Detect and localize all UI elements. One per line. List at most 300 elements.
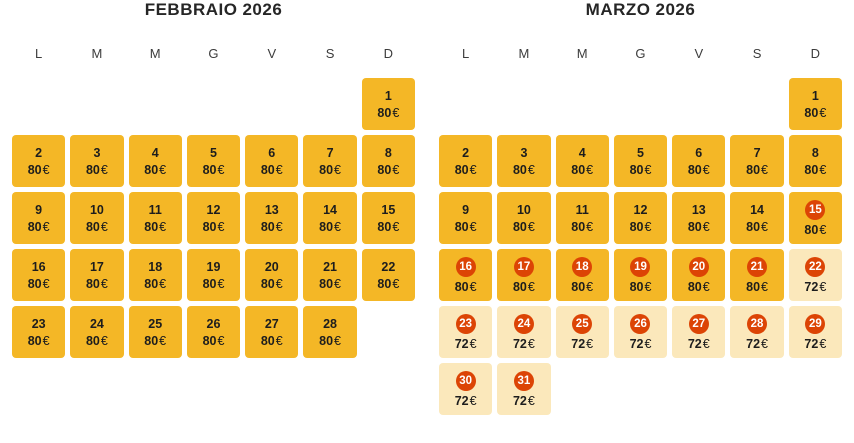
day-price [513, 220, 535, 234]
day-cell[interactable] [556, 192, 609, 244]
weekday-label: S [325, 46, 335, 61]
day-price [144, 163, 166, 177]
price-currency: € [275, 162, 283, 177]
day-price [377, 277, 399, 291]
day-cell[interactable] [497, 249, 550, 301]
day-price [804, 337, 826, 351]
day-cell[interactable] [129, 135, 182, 187]
day-cell-empty [497, 78, 550, 130]
weekday-label: G [208, 46, 219, 61]
day-number: 28 [323, 316, 338, 331]
price-amount: 80 [454, 219, 469, 234]
day-price [144, 220, 166, 234]
day-number: 8 [811, 145, 819, 160]
day-number: 7 [326, 145, 334, 160]
day-price [86, 220, 108, 234]
day-price [688, 280, 710, 294]
price-currency: € [702, 162, 710, 177]
day-number: 4 [578, 145, 586, 160]
day-price [630, 220, 652, 234]
day-cell-empty [12, 78, 65, 130]
price-amount: 80 [27, 219, 42, 234]
day-number-badge: 26 [630, 314, 650, 334]
price-currency: € [527, 162, 535, 177]
price-currency: € [334, 276, 341, 291]
price-amount: 80 [144, 219, 159, 234]
day-cell[interactable] [497, 192, 550, 244]
day-cell[interactable] [362, 192, 415, 244]
day-number: 3 [93, 145, 101, 160]
day-price [86, 163, 108, 177]
day-cell-empty [245, 78, 298, 130]
day-cell[interactable] [245, 249, 298, 301]
day-price [455, 337, 477, 351]
day-price [86, 334, 108, 348]
day-cell-empty [129, 78, 182, 130]
price-amount: 80 [85, 276, 100, 291]
price-amount: 80 [629, 279, 644, 294]
price-amount: 80 [512, 279, 527, 294]
day-number-badge: 30 [456, 371, 476, 391]
day-price [86, 277, 108, 291]
day-cell[interactable] [730, 306, 783, 358]
day-cell-empty [439, 78, 492, 130]
day-cell[interactable] [439, 249, 492, 301]
day-cell[interactable] [672, 306, 725, 358]
day-cell-empty [187, 78, 240, 130]
price-amount: 72 [804, 336, 819, 351]
price-amount: 72 [512, 393, 527, 408]
day-price [319, 163, 341, 177]
day-price [377, 220, 399, 234]
price-amount: 80 [571, 162, 586, 177]
day-number: 12 [633, 202, 648, 217]
day-cell-empty [362, 306, 415, 358]
weekday-label: M [518, 46, 530, 61]
day-cell-empty [556, 78, 609, 130]
day-number: 9 [462, 202, 470, 217]
price-currency: € [819, 336, 827, 351]
day-cell[interactable] [672, 192, 725, 244]
weekday-label: V [694, 46, 704, 61]
day-number: 9 [35, 202, 43, 217]
day-cell[interactable] [614, 192, 667, 244]
day-cell[interactable] [789, 135, 842, 187]
day-cell[interactable] [556, 249, 609, 301]
price-currency: € [527, 219, 535, 234]
price-amount: 80 [85, 162, 100, 177]
day-number: 3 [520, 145, 528, 160]
day-cell[interactable] [12, 192, 65, 244]
price-currency: € [334, 162, 341, 177]
day-cell[interactable] [303, 192, 356, 244]
day-cell[interactable] [614, 306, 667, 358]
price-currency: € [217, 162, 225, 177]
day-number: 22 [381, 259, 396, 274]
calendar-title [439, 0, 842, 22]
day-cell[interactable] [439, 306, 492, 358]
day-number: 2 [35, 145, 43, 160]
day-price [144, 277, 166, 291]
price-amount: 80 [319, 333, 334, 348]
price-amount: 80 [804, 162, 819, 177]
day-cell[interactable] [245, 135, 298, 187]
price-currency: € [761, 336, 768, 351]
price-amount: 80 [260, 162, 275, 177]
price-currency: € [469, 219, 477, 234]
day-number: 23 [31, 316, 46, 331]
day-cell[interactable] [497, 306, 550, 358]
price-amount: 80 [377, 219, 392, 234]
price-amount: 80 [319, 219, 334, 234]
price-amount: 80 [202, 333, 217, 348]
day-cell[interactable] [362, 135, 415, 187]
price-amount: 80 [746, 279, 761, 294]
price-amount: 80 [144, 333, 159, 348]
price-amount: 80 [85, 219, 100, 234]
price-currency: € [334, 333, 341, 348]
weekday-label: L [462, 46, 470, 61]
price-amount: 72 [687, 336, 702, 351]
price-currency: € [702, 279, 710, 294]
day-cell[interactable] [789, 249, 842, 301]
weekday-label: M [149, 46, 161, 61]
day-cell[interactable] [245, 192, 298, 244]
price-currency: € [392, 276, 400, 291]
price-currency: € [159, 219, 167, 234]
month-name: MARZO [585, 0, 651, 19]
day-number: 14 [323, 202, 338, 217]
day-price [630, 163, 652, 177]
price-currency: € [42, 219, 50, 234]
calendar-month-2 [427, 0, 854, 415]
day-price [28, 334, 50, 348]
day-number: 15 [381, 202, 396, 217]
price-currency: € [761, 219, 768, 234]
price-amount: 80 [454, 279, 469, 294]
day-number: 1 [384, 88, 392, 103]
day-number: 7 [753, 145, 761, 160]
day-number: 12 [206, 202, 221, 217]
day-number: 11 [148, 202, 162, 217]
weekday-label: G [635, 46, 646, 61]
day-price [28, 220, 50, 234]
day-price [28, 163, 50, 177]
day-number: 2 [462, 145, 470, 160]
price-currency: € [527, 336, 535, 351]
day-number-badge: 16 [456, 257, 476, 277]
day-price [630, 337, 652, 351]
weekday-label: D [810, 46, 821, 61]
price-currency: € [469, 336, 477, 351]
day-cell-empty [303, 78, 356, 130]
price-amount: 80 [571, 279, 586, 294]
day-cell-empty [789, 363, 842, 415]
day-cell[interactable] [245, 306, 298, 358]
day-number-badge: 24 [514, 314, 534, 334]
price-currency: € [275, 219, 283, 234]
weekday-label: S [752, 46, 762, 61]
day-cell[interactable] [439, 192, 492, 244]
price-amount: 80 [377, 276, 392, 291]
day-number: 16 [31, 259, 46, 274]
day-cell[interactable] [672, 135, 725, 187]
price-currency: € [217, 333, 225, 348]
price-amount: 80 [27, 333, 42, 348]
price-currency: € [644, 279, 652, 294]
price-currency: € [100, 162, 108, 177]
day-cell[interactable] [187, 249, 240, 301]
day-grid [439, 78, 842, 415]
price-currency: € [217, 276, 225, 291]
day-price [804, 223, 826, 237]
day-cell[interactable] [303, 249, 356, 301]
price-amount: 80 [377, 162, 392, 177]
day-cell[interactable] [303, 135, 356, 187]
price-currency: € [527, 279, 535, 294]
day-cell[interactable] [12, 306, 65, 358]
day-number: 13 [691, 202, 706, 217]
day-cell-empty [672, 78, 725, 130]
day-number: 18 [148, 259, 163, 274]
day-grid [12, 78, 415, 358]
price-amount: 80 [319, 162, 334, 177]
price-currency: € [644, 219, 652, 234]
day-number: 6 [695, 145, 703, 160]
price-currency: € [100, 276, 108, 291]
day-number: 27 [264, 316, 279, 331]
price-currency: € [469, 279, 477, 294]
day-cell-empty [614, 78, 667, 130]
day-cell[interactable] [789, 306, 842, 358]
price-currency: € [644, 162, 652, 177]
day-cell[interactable] [129, 249, 182, 301]
day-price [28, 277, 50, 291]
day-cell[interactable] [303, 306, 356, 358]
day-cell[interactable] [672, 249, 725, 301]
day-price [746, 337, 768, 351]
price-currency: € [819, 222, 827, 237]
day-price [746, 280, 768, 294]
price-amount: 80 [319, 276, 334, 291]
price-currency: € [275, 276, 283, 291]
day-price [261, 277, 283, 291]
price-currency: € [217, 219, 225, 234]
day-cell[interactable] [129, 192, 182, 244]
day-price [455, 220, 477, 234]
day-price [319, 277, 341, 291]
day-number: 5 [637, 145, 644, 160]
day-cell[interactable] [497, 363, 550, 415]
day-cell[interactable] [556, 135, 609, 187]
day-price [804, 280, 826, 294]
day-cell[interactable] [12, 249, 65, 301]
price-amount: 72 [512, 336, 527, 351]
price-currency: € [586, 336, 594, 351]
year-label: 2026 [655, 0, 696, 19]
price-amount: 80 [202, 162, 217, 177]
price-amount: 72 [804, 279, 819, 294]
day-number: 14 [750, 202, 765, 217]
day-number: 4 [151, 145, 159, 160]
day-cell-empty [614, 363, 667, 415]
day-price [688, 337, 710, 351]
year-label: 2026 [242, 0, 283, 19]
price-currency: € [100, 333, 108, 348]
day-cell[interactable] [730, 192, 783, 244]
day-price [455, 163, 477, 177]
day-price [571, 280, 593, 294]
day-cell[interactable] [614, 135, 667, 187]
price-currency: € [42, 162, 50, 177]
weekday-label: M [91, 46, 103, 61]
day-cell[interactable] [789, 192, 842, 244]
price-amount: 80 [27, 276, 42, 291]
price-amount: 80 [260, 219, 275, 234]
price-currency: € [819, 279, 827, 294]
day-number: 10 [89, 202, 104, 217]
price-currency: € [392, 162, 400, 177]
day-price [571, 337, 593, 351]
day-cell[interactable] [439, 135, 492, 187]
day-cell[interactable] [497, 135, 550, 187]
price-currency: € [469, 393, 477, 408]
price-amount: 80 [629, 162, 644, 177]
day-cell[interactable] [362, 78, 415, 130]
day-price [377, 163, 399, 177]
day-number-badge: 19 [630, 257, 650, 277]
day-number-badge: 29 [805, 314, 825, 334]
day-number: 8 [384, 145, 392, 160]
day-price [261, 163, 283, 177]
day-price [203, 334, 225, 348]
day-cell-empty [730, 78, 783, 130]
price-amount: 80 [804, 105, 819, 120]
day-price [513, 394, 535, 408]
price-amount: 72 [454, 336, 469, 351]
day-number-badge: 17 [514, 257, 534, 277]
day-cell-empty [672, 363, 725, 415]
day-price [513, 163, 535, 177]
day-number-badge: 31 [514, 371, 534, 391]
day-price [377, 106, 399, 120]
weekday-label: M [576, 46, 588, 61]
price-amount: 80 [571, 219, 586, 234]
day-price [746, 163, 768, 177]
price-amount: 72 [746, 336, 761, 351]
price-amount: 80 [687, 219, 702, 234]
day-number-badge: 18 [572, 257, 592, 277]
price-currency: € [644, 336, 652, 351]
price-currency: € [392, 105, 400, 120]
day-cell[interactable] [70, 249, 123, 301]
day-price [455, 280, 477, 294]
day-cell[interactable] [70, 192, 123, 244]
day-price [513, 337, 535, 351]
price-currency: € [761, 279, 768, 294]
day-cell[interactable] [187, 135, 240, 187]
day-number-badge: 27 [689, 314, 709, 334]
price-currency: € [392, 219, 400, 234]
day-number: 19 [206, 259, 221, 274]
price-amount: 80 [202, 276, 217, 291]
day-number: 6 [268, 145, 276, 160]
day-price [261, 220, 283, 234]
day-number: 1 [811, 88, 819, 103]
calendar-title [12, 0, 415, 22]
day-price [261, 334, 283, 348]
day-price [513, 280, 535, 294]
day-number: 11 [575, 202, 589, 217]
price-currency: € [469, 162, 477, 177]
day-price [688, 163, 710, 177]
day-cell[interactable] [187, 306, 240, 358]
day-cell[interactable] [730, 135, 783, 187]
price-currency: € [275, 333, 283, 348]
day-price [688, 220, 710, 234]
day-number: 24 [89, 316, 104, 331]
price-amount: 80 [377, 105, 392, 120]
weekday-header-row [12, 44, 415, 64]
day-price [804, 106, 826, 120]
price-currency: € [334, 219, 341, 234]
day-cell[interactable] [614, 249, 667, 301]
price-currency: € [586, 279, 594, 294]
day-price [203, 163, 225, 177]
day-price [804, 163, 826, 177]
price-amount: 80 [27, 162, 42, 177]
price-currency: € [586, 219, 594, 234]
day-cell[interactable] [730, 249, 783, 301]
day-cell[interactable] [439, 363, 492, 415]
weekday-header-row [439, 44, 842, 64]
day-cell[interactable] [362, 249, 415, 301]
day-price [571, 163, 593, 177]
day-price [319, 220, 341, 234]
day-cell[interactable] [12, 135, 65, 187]
day-cell[interactable] [556, 306, 609, 358]
price-amount: 80 [202, 219, 217, 234]
day-price [746, 220, 768, 234]
price-currency: € [702, 336, 710, 351]
day-price [203, 220, 225, 234]
price-amount: 80 [512, 219, 527, 234]
day-cell[interactable] [70, 135, 123, 187]
price-currency: € [819, 105, 827, 120]
price-amount: 80 [260, 333, 275, 348]
day-price [571, 220, 593, 234]
day-number: 13 [264, 202, 279, 217]
price-currency: € [42, 333, 50, 348]
day-number: 20 [264, 259, 279, 274]
day-cell[interactable] [129, 306, 182, 358]
day-number-badge: 22 [805, 257, 825, 277]
day-number-badge: 23 [456, 314, 476, 334]
day-number-badge: 20 [689, 257, 709, 277]
day-cell[interactable] [187, 192, 240, 244]
price-currency: € [527, 393, 535, 408]
day-number-badge: 28 [747, 314, 767, 334]
price-amount: 80 [804, 222, 819, 237]
weekday-label: L [35, 46, 43, 61]
day-cell[interactable] [70, 306, 123, 358]
price-currency: € [761, 162, 768, 177]
day-cell[interactable] [789, 78, 842, 130]
day-number: 17 [89, 259, 104, 274]
price-amount: 80 [454, 162, 469, 177]
price-currency: € [819, 162, 827, 177]
day-number-badge: 21 [747, 257, 767, 277]
